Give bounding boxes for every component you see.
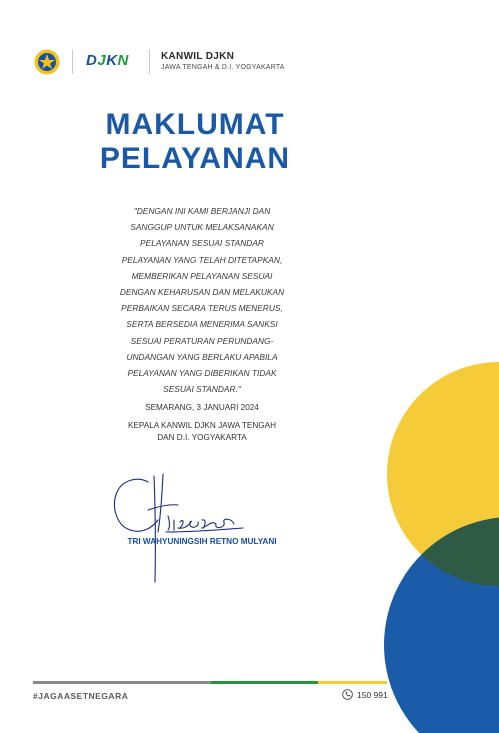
footer-bar-gray	[33, 681, 211, 684]
position-line-1: KEPALA KANWIL DJKN JAWA TENGAH	[127, 421, 276, 430]
service-statement	[104, 203, 300, 397]
office-region: JAWA TENGAH & D.I. YOGYAKARTA	[161, 64, 285, 71]
statement-line: PELAYANAN SESUAI STANDAR	[140, 238, 264, 249]
header-divider-1	[72, 50, 73, 74]
phone-number: 150 991	[357, 690, 388, 700]
statement-line: PELAYANAN YANG DIBERIKAN TIDAK	[127, 368, 277, 379]
statement-line: SANGGUP UNTUK MELAKSANAKAN	[130, 222, 274, 233]
statement-line: SESUAI STANDAR."	[163, 384, 241, 395]
phone-icon	[342, 689, 353, 700]
statement-line: MEMBERIKAN PELAYANAN SESUAI	[131, 270, 273, 281]
position-line-2: DAN D.I. YOGYAKARTA	[157, 433, 247, 442]
statement-line: UNDANGAN YANG BERLAKU APABILA	[126, 351, 278, 362]
title-line-1: MAKLUMAT	[105, 108, 285, 141]
statement-line: PELAYANAN YANG TELAH DITETAPKAN,	[121, 254, 283, 265]
statement-line: SESUAI PERATURAN PERUNDANG-	[130, 335, 274, 346]
header-divider-2	[149, 50, 150, 74]
place-date: SEMARANG, 3 JANUARI 2024	[145, 403, 259, 412]
statement-line: "DENGAN INI KAMI BERJANJI DAN	[133, 206, 271, 216]
title-line-2: PELAYANAN	[99, 142, 291, 175]
djkn-logo: DJKN	[86, 52, 129, 69]
footer-bar-yellow	[318, 681, 387, 684]
office-name: KANWIL DJKN	[161, 51, 235, 62]
signatory-name: TRI WAHYUNINGSIH RETNO MULYANI	[127, 537, 277, 546]
statement-line: SERTA BERSEDIA MENERIMA SANKSI	[126, 319, 278, 330]
kemenkeu-emblem-icon	[34, 49, 60, 75]
position-title	[104, 420, 300, 444]
handwritten-signature	[108, 470, 258, 585]
statement-line: DENGAN KEHARUSAN DAN MELAKUKAN	[119, 287, 285, 298]
footer-bar-green	[211, 681, 318, 684]
hashtag: #JAGAASETNEGARA	[33, 691, 129, 701]
statement-line: PERBAIKAN SECARA TERUS MENERUS,	[121, 303, 283, 314]
